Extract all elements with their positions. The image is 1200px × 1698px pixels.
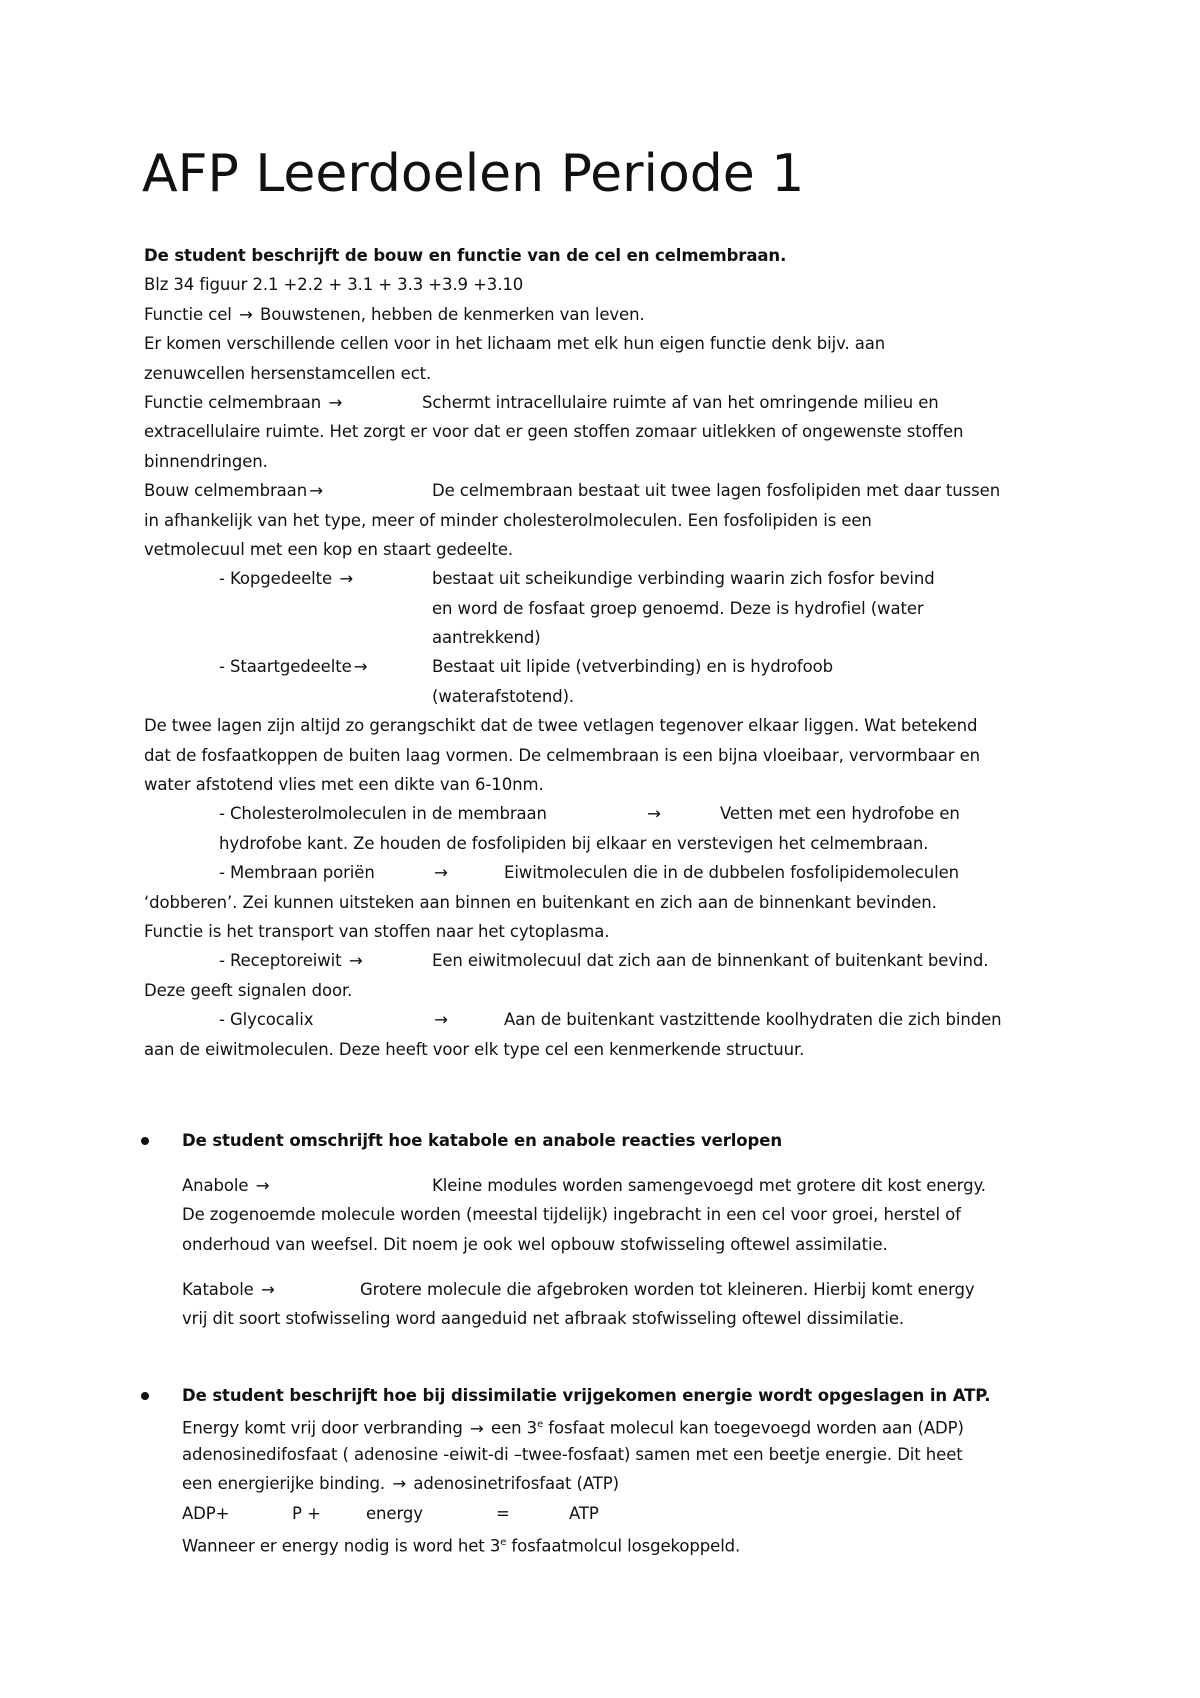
term-definition: Eiwitmoleculen die in de dubbelen fosfolipidemoleculen [504,863,959,883]
arrow-icon: → [309,481,323,501]
term-label: - Receptoreiwit [219,951,342,971]
membraan-porien-line [144,858,1074,887]
atp-equation [144,1499,1074,1528]
paragraph-line: adenosinedifosfaat ( adenosine -eiwit-di –twee-fosfaat) samen met een beetje energie. Dit heet [182,1444,963,1464]
cholesterol-line [144,799,1074,828]
anabole-line [144,1171,1074,1200]
term-label: Functie celmembraan [144,392,322,412]
receptoreiwit-line [144,946,1074,975]
arrow-icon: → [348,951,363,971]
anabole-block [144,1171,1074,1259]
arrow-icon: → [255,1176,270,1195]
term-definition: Bouwstenen, hebben de kenmerken van leven. [260,304,645,324]
term-definition: Bestaat uit lipide (vetverbinding) en is hydrofoob [432,657,833,677]
paragraph-line: Blz 34 figuur 2.1 +2.2 + 3.1 + 3.3 +3.9 +3.10 [144,275,524,295]
section-heading: De student beschrijft hoe bij dissimilatie vrijgekomen energie wordt opgeslagen in ATP. [182,1386,991,1405]
section-heading: De student omschrijft hoe katabole en anabole reacties verlopen [182,1131,782,1150]
kopgedeelte-line [144,564,1074,593]
arrow-icon: → [261,1280,275,1299]
paragraph-line: aantrekkend) [432,628,541,648]
equation-term: ATP [569,1503,599,1523]
term-definition: bestaat uit scheikundige verbinding waarin zich fosfor bevind [432,569,935,589]
arrow-icon: → [470,1418,484,1438]
paragraph-line: ‘dobberen’. Zei kunnen uitsteken aan binnen en buitenkant en zich aan de binnenkant bevinden. [144,892,937,912]
katabole-block [144,1275,1074,1334]
paragraph-line: De twee lagen zijn altijd zo gerangschikt dat de twee vetlagen tegenover elkaar liggen. Wat betekend [144,716,978,736]
term-label: Anabole [182,1176,249,1195]
arrow-icon: → [353,657,368,677]
term-label: - Cholesterolmoleculen in de membraan [219,804,547,824]
term-definition: Een eiwitmolecuul dat zich aan de binnenkant of buitenkant bevind. [432,951,989,971]
paragraph-line: zenuwcellen hersenstamcellen ect. [144,363,432,383]
arrow-icon: → [239,304,253,324]
term-label: Functie cel [144,304,232,324]
term-definition: Grotere molecule die afgebroken worden tot kleineren. Hierbij komt energy [360,1280,975,1299]
term-definition: Kleine modules worden samengevoegd met grotere dit kost energy. [432,1176,986,1195]
term-definition: Vetten met een hydrofobe en [720,804,960,824]
final-line: Wanneer er energy nodig is word het 3e fosfaatmolcul losgekoppeld. [182,1536,741,1556]
glycocalix-line [144,1005,1074,1034]
term-definition: Schermt intracellulaire ruimte af van het omringende milieu en [422,392,939,412]
term-label: - Staartgedeelte [219,657,352,677]
term-label: - Kopgedeelte [219,569,333,589]
arrow-icon: → [392,1474,407,1494]
term-definition: Aan de buitenkant vastzittende koolhydraten die zich binden [504,1010,1002,1030]
energy-line: Energy komt vrij door verbranding → een 3e fosfaat molecul kan toegevoegd worden aan (ADP) [144,1410,1074,1439]
staartgedeelte-line [144,652,1074,681]
paragraph-line: aan de eiwitmoleculen. Deze heeft voor elk type cel een kenmerkende structuur. [144,1039,805,1059]
section-katabole-anabole [144,1126,1074,1155]
document-title: AFP Leerdoelen Periode 1 [142,144,805,204]
paragraph-line: hydrofobe kant. Ze houden de fosfolipiden bij elkaar en verstevigen het celmembraan. [219,833,929,853]
section-atp [144,1381,1074,1557]
functie-cel-line [144,300,1074,329]
equation-term: = [496,1503,510,1523]
arrow-icon: → [434,863,448,883]
term-definition: De celmembraan bestaat uit twee lagen fosfolipiden met daar tussen [432,481,1001,501]
arrow-icon: → [434,1010,448,1030]
paragraph-line: Er komen verschillende cellen voor in het lichaam met elk hun eigen functie denk bijv. aan [144,334,886,354]
paragraph-line: De zogenoemde molecule worden (meestal tijdelijk) ingebracht in een cel voor groei, herstel of [182,1205,961,1225]
equation-term: energy [366,1503,423,1523]
paragraph-line: onderhoud van weefsel. Dit noem je ook wel opbouw stofwisseling oftewel assimilatie. [182,1234,888,1254]
arrow-icon: → [647,804,661,824]
section-bouw-functie-cel [144,241,1074,1064]
arrow-icon: → [339,569,354,589]
equation-term: ADP+ [182,1503,230,1523]
paragraph-line: dat de fosfaatkoppen de buiten laag vormen. De celmembraan is een bijna vloeibaar, vervormbaar en [144,745,980,765]
bouw-celmembraan-line [144,476,1074,505]
paragraph-line: in afhankelijk van het type, meer of minder cholesterolmoleculen. Een fosfolipiden is een [144,510,872,530]
paragraph-line: Functie is het transport van stoffen naar het cytoplasma. [144,921,610,941]
paragraph-line: binnendringen. [144,451,268,471]
paragraph-line: extracellulaire ruimte. Het zorgt er voor dat er geen stoffen zomaar uitlekken of ongewenste stoffen [144,422,964,442]
arrow-icon: → [328,392,343,412]
equation-term: P + [292,1503,321,1523]
paragraph-line: Deze geeft signalen door. [144,980,353,1000]
term-label: - Membraan poriën [219,863,375,883]
functie-celmembraan-line [144,388,1074,417]
term-label: - Glycocalix [219,1010,314,1030]
paragraph-line: en word de fosfaat groep genoemd. Deze is hydrofiel (water [432,598,924,618]
paragraph-line: (waterafstotend). [432,686,575,706]
term-label: Bouw celmembraan [144,481,308,501]
paragraph-line: water afstotend vlies met een dikte van 6-10nm. [144,775,544,795]
term-label: Katabole [182,1280,254,1299]
section-heading: De student beschrijft de bouw en functie van de cel en celmembraan. [144,246,787,265]
katabole-line [144,1275,1074,1304]
paragraph-line: vetmolecuul met een kop en staart gedeelte. [144,539,514,559]
paragraph-line: vrij dit soort stofwisseling word aangeduid net afbraak stofwisseling oftewel dissimilatie. [182,1309,905,1329]
binding-line: een energierijke binding. → adenosinetrifosfaat (ATP) [144,1469,1074,1498]
